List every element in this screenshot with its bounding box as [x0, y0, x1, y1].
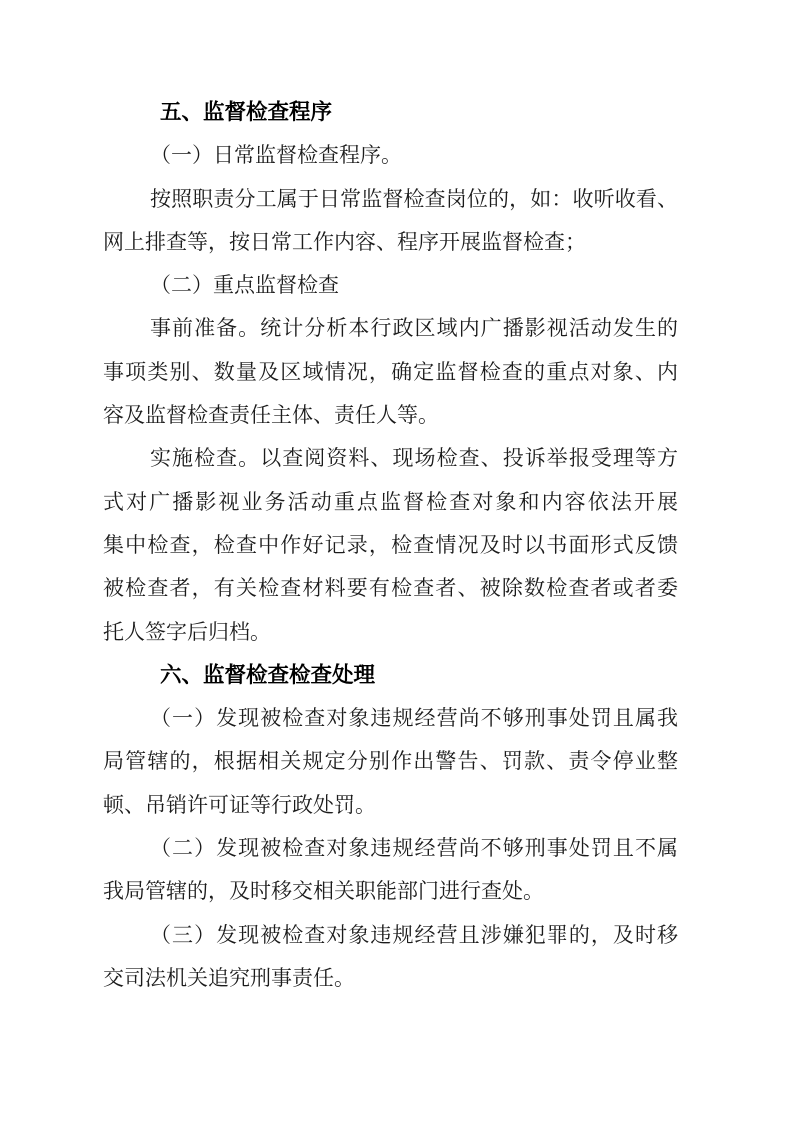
paragraph-line: 局管辖的，根据相关规定分别作出警告、罚款、责令停业整	[103, 749, 678, 774]
paragraph-line: （三）发现被检查对象违规经营且涉嫌犯罪的，及时移	[150, 922, 678, 947]
paragraph-line: 被检查者，有关检查材料要有检查者、被除数检查者或者委	[103, 576, 678, 601]
paragraph-line: 顿、吊销许可证等行政处罚。	[103, 792, 376, 817]
paragraph-line: （一）发现被检查对象违规经营尚不够刑事处罚且属我	[150, 706, 678, 731]
paragraph-line: 按照职责分工属于日常监督检查岗位的，如：收听收看、	[150, 186, 678, 211]
paragraph-line: 式对广播影视业务活动重点监督检查对象和内容依法开展	[103, 489, 678, 514]
paragraph-line: （二）发现被检查对象违规经营尚不够刑事处罚且不属	[150, 836, 678, 861]
section-heading-6: 六、监督检查检查处理	[160, 662, 376, 687]
section-heading-5: 五、监督检查程序	[160, 100, 333, 124]
paragraph-line: 集中检查，检查中作好记录，检查情况及时以书面形式反馈	[103, 532, 678, 557]
paragraph-line: 容及监督检查责任主体、责任人等。	[103, 403, 439, 428]
paragraph-line: 事项类别、数量及区域情况，确定监督检查的重点对象、内	[103, 359, 678, 384]
paragraph-line: 交司法机关追究刑事责任。	[103, 965, 355, 990]
document-body	[103, 91, 678, 1000]
paragraph-line: 实施检查。以查阅资料、现场检查、投诉举报受理等方	[150, 446, 678, 471]
paragraph-line: 事前准备。统计分析本行政区域内广播影视活动发生的	[150, 316, 678, 341]
paragraph-line: 我局管辖的，及时移交相关职能部门进行查处。	[103, 879, 544, 904]
paragraph-line: 网上排查等，按日常工作内容、程序开展监督检查；	[103, 229, 586, 254]
paragraph-line: （一）日常监督检查程序。	[150, 143, 402, 168]
paragraph-line: （二）重点监督检查	[150, 273, 339, 298]
paragraph-line: 托人签字后归档。	[103, 619, 271, 644]
